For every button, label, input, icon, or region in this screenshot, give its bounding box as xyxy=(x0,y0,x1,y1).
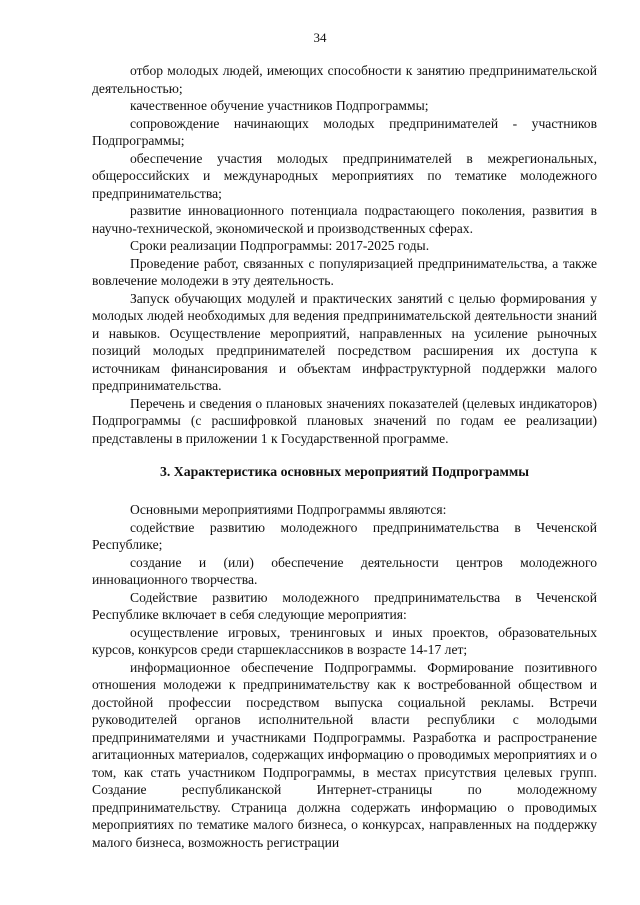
paragraph: Содействие развитию молодежного предпринимательства в Чеченской Республике включает в себя следующие мероприятия: xyxy=(92,589,597,622)
paragraph: создание и (или) обеспечение деятельности центров молодежного инновационного творчества. xyxy=(92,554,597,587)
document-body xyxy=(92,62,597,851)
paragraph: отбор молодых людей, имеющих способности к занятию предпринимательской деятельностью; xyxy=(92,63,597,96)
paragraph: Перечень и сведения о плановых значениях показателей (целевых индикаторов) Подпрограммы (с расшифровкой плановых значений по годам ее реализации) представлены в приложении 1 к Государственной программе. xyxy=(92,395,597,446)
paragraph: качественное обучение участников Подпрограммы; xyxy=(130,98,429,113)
paragraph: развитие инновационного потенциала подрастающего поколения, развития в научно-технической, экономической и производственных сферах. xyxy=(92,203,597,236)
paragraph: содействие развитию молодежного предпринимательства в Чеченской Республике; xyxy=(92,519,597,552)
paragraph: информационное обеспечение Подпрограммы. Формирование позитивного отношения молодежи к предпринимательству как к востребованной обществом и достойной профессии посредством выпуска социальной рекламы. Встречи руководителей органов исполнительной власти республики с молодыми предпринимателями и участниками Подпрограммы. Разработка и распространение агитационных материалов, содержащих информацию о проводимых мероприятиях и о том, как стать участником Подпрограммы, в местах присутствия целевых групп. Создание республиканской Интернет-страницы по молодежному предпринимательству. Страница должна содержать информацию о проводимых мероприятиях по тематике малого бизнеса, о конкурсах, направленных на поддержку малого бизнеса, возможность регистрации xyxy=(92,659,597,850)
section-heading: 3. Характеристика основных мероприятий Подпрограммы xyxy=(159,464,530,479)
paragraph: Запуск обучающих модулей и практических занятий с целью формирования у молодых людей необходимых для ведения предпринимательской деятельности знаний и навыков. Осуществление мероприятий, направленных на усиление рыночных позиций молодых предпринимателей посредством расширения их доступа к источникам финансирования и объектам инфраструктурной поддержки малого предпринимательства. xyxy=(92,290,597,393)
paragraph: осуществление игровых, тренинговых и иных проектов, образовательных курсов, конкурсов среди старшеклассников в возрасте 14-17 лет; xyxy=(92,624,597,657)
paragraph: Проведение работ, связанных с популяризацией предпринимательства, а также вовлечение молодежи в эту деятельность. xyxy=(92,255,597,288)
paragraph: Основными мероприятиями Подпрограммы являются: xyxy=(130,502,447,517)
page-number: 34 xyxy=(313,30,327,45)
paragraph: обеспечение участия молодых предпринимателей в межрегиональных, общероссийских и международных мероприятиях по тематике молодежного предпринимательства; xyxy=(92,150,597,201)
paragraph: сопровождение начинающих молодых предпринимателей - участников Подпрограммы; xyxy=(92,115,597,148)
paragraph: Сроки реализации Подпрограммы: 2017-2025 годы. xyxy=(130,238,430,253)
